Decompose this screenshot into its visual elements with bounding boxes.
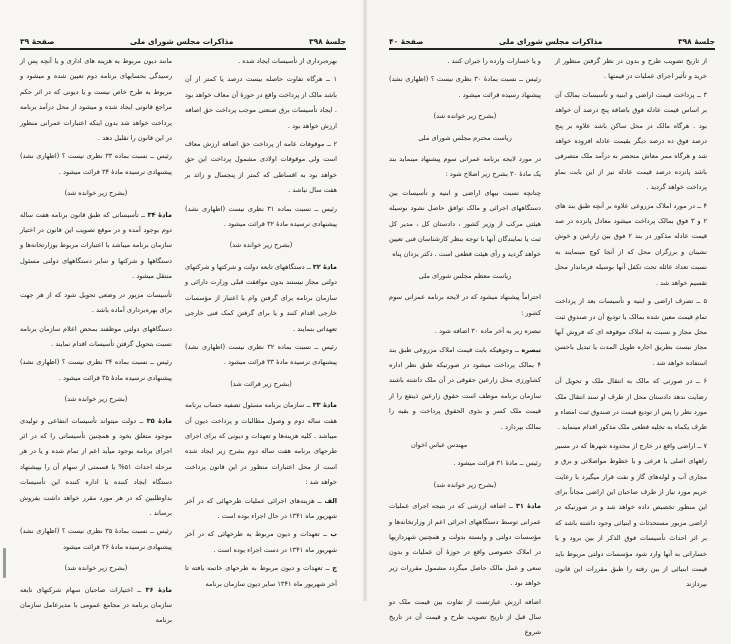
paragraph xyxy=(185,494,337,525)
signature xyxy=(411,438,541,453)
paragraph-text: ــ تعهدات و دیون مربوط به طرحهائی که در آخر شهریور ماه ۱۳۴۱ در دست اجراء بوده است . xyxy=(185,530,337,554)
paragraph-text: ریاست معظم مجلس شورای ملی xyxy=(418,271,512,280)
paragraph xyxy=(185,137,337,199)
paragraph-text: ــ تعهدات و دیون مربوط به طرحهای خاتمه یافته تا آخر شهریور ماه ۱۳۴۱ سایر دیون سازمان برنامه xyxy=(185,564,337,588)
paragraph xyxy=(389,595,541,641)
paragraph-text: ــ تأسیساتی که طبق قانون برنامه هفت ساله دوم بوجود آمده و در موقع تصویب این قانون در اختیار سازمان برنامه میباشد با اعتبارات مربوط بوزارتخانه‌ها و دستگاهها و شرکتها و سایر دستگاههای دولتی مسئول منتقل میشود . xyxy=(20,210,172,281)
paragraph xyxy=(389,456,541,471)
section-note xyxy=(185,377,337,392)
paragraph-text: رئیس ــ نسبت بمادهٔ ۳۵ نظری نیست ؟ (اظهاری نشد) پیشنهادی نرسیده مادهٔ ۳۶ قرائت میشود xyxy=(20,527,172,551)
paragraph-text: ــ وجوهیکه بابت قیمت املاک مزروعی طبق بند ۴ بمالک پرداخت میشود در صورتیکه طبق نظر اداره کشاورزی محل زارعین حقوقی در آن ملک داشته باشند سازمان برنامه موظف است حقوق زارعین ذینفع را از قیمت ملک کسر و بذوی الحقوق پرداخت و بقیه را بمالک بپردازد . xyxy=(389,345,541,431)
paragraph xyxy=(555,88,707,196)
paragraph-text: (بشرح زیر خوانده شد) xyxy=(64,564,128,573)
paragraph-text: از تاریخ تصویب طرح و بدون در نظر گرفتن منظور از خرید و تأثیر اجرای عملیات در قیمتها . xyxy=(555,57,707,81)
page-header xyxy=(389,32,715,46)
publication-title: مذاکرات مجلس شورای ملی xyxy=(499,37,603,46)
page-header xyxy=(20,32,346,46)
paragraph xyxy=(20,208,172,285)
article-label: ب xyxy=(330,530,337,539)
paragraph-text: رئیس ــ نسبت بماده ۳۴ نظری نیست ؟ (اظهاری نشد) پیشنهادی نرسیده مادهٔ ۳۵ قرائت میشود . xyxy=(20,358,172,382)
paragraph-text: رئیس ــ مادهٔ ۳۱ قرائت میشود . xyxy=(453,459,541,468)
paragraph-text: ــ هزینه‌های اجرائی عملیات طرحهائی که در آخر شهریور ماه ۱۳۴۱ در حال اجراء بوده است . xyxy=(185,496,337,520)
paragraph xyxy=(555,199,707,291)
page-39 xyxy=(0,0,365,625)
paragraph xyxy=(185,340,337,371)
page-number: صفحهٔ ۴۰ xyxy=(389,37,424,46)
paragraph xyxy=(389,290,541,321)
paragraph xyxy=(20,524,172,555)
paragraph xyxy=(185,54,337,69)
paragraph-text: ــ اختیارات صاحبان سهام شرکتهای تابعه سازمان برنامه در مجامع عمومی با مدیرعامل سازمان برنامه xyxy=(20,585,172,625)
column-right xyxy=(185,54,337,595)
paragraph-text: و یا خسارات وارده را جبران کنند . xyxy=(447,57,541,65)
column-left xyxy=(389,54,541,644)
paragraph-text: (بشرح زیر قرائت شد) xyxy=(230,379,292,388)
paragraph xyxy=(555,439,707,593)
paragraph xyxy=(185,527,337,558)
session-number: جلسهٔ ۳۹۸ xyxy=(309,37,346,46)
paragraph-text: ــ سازمان برنامه مسئول تصفیه حساب برنامه هفت ساله دوم و وصول مطالبات و پرداخت دیون آن میباشد . کلیه هزینه‌ها و تعهدات و دیونی که برای اجرای طرحهای برنامه هفت ساله دوم بشرح زیر ایجاد شده است از محل اعتبارات منظور در این قانون پرداخت خواهد شد : xyxy=(185,401,337,487)
paragraph-text: (بشرح زیر خوانده شد) xyxy=(229,241,293,250)
paragraph-text: چنانچه نسبت ببهای اراضی و ابنیه و تأسیسات بین دستگاههای اجرائی و مالک توافق حاصل نشود بوسیله هیئتی مرکب از وزیر کشور ، دادستان کل ، مدیر کل ثبت یا نمایندگان آنها با توجه بنظر کارشناسان فنی تعیین خواهد گردید و رأی هیئت قطعی است . دکتر یزدان پناه xyxy=(389,188,541,259)
paragraph-text: مانند دیون مربوط به هزینه های اداری و یا آنچه پس از رسیدگی بحسابهای برنامه دوم تعیین شده و میشود و مربوط به طرح خاص نیست و یا دیونی که در اثر حکم مراجع قانونی ایجاد شده و میشود از محل درآمد برنامه پرداخت خواهد شد بدون اینکه اعتبارات عمرانی منظور در این قانون را تقلیل دهد . xyxy=(20,57,172,143)
paragraph-text: ۲ ــ موقوفات عامه از پرداخت حق اضافه ارزش معاف است ولی موقوفات اولادی مشمول پرداخت این حق خواهد بود به اقساطی که کمتر از پنجسال و زائد بر هفت سال نباشد . xyxy=(185,140,337,195)
paragraph-text: رئیس ــ نسبت بماده ۳۱ نظری نیست (اظهاری نشد) پیشنهادی نرسیده مادهٔ ۳۲ قرائت میشود . xyxy=(185,204,337,229)
book-gutter xyxy=(363,0,367,601)
paragraph xyxy=(20,288,172,319)
article-label: مادهٔ ۳۳ xyxy=(312,401,337,410)
article-label: مادهٔ ۳۴ xyxy=(147,210,172,219)
paragraph xyxy=(185,561,337,592)
paragraph-text: (بشرح زیر خوانده شد) xyxy=(64,189,128,198)
paragraph-text: تأسیسات مزبور در وضعی تحویل شود که از هر جهت برای بهره‌برداری آماده باشد . xyxy=(20,290,172,315)
paragraph-text: رئیس ــ نسبت بماده ۳۳ نظری نیست ؟ (اظهاری نشد) پیشنهادی نرسیده مادهٔ ۳۴ قرائت میشود . xyxy=(20,152,172,176)
paragraph xyxy=(389,499,541,591)
scan-artifact xyxy=(3,548,6,578)
paragraph-text: ۵ ــ تصرف اراضی و ابنیه و تأسیسات بعد از پرداخت تمام قیمت معین شده بمالک یا تودیع آن در صندوق ثبت محل مجاز و نسبت به املاک موقوفه ای که فروش آنها مجاز نیست بطریق اجاره طویل المدت یا تبدیل باحسن استفاده خواهد شد . xyxy=(555,297,707,367)
section-note xyxy=(389,131,541,146)
paragraph-text: ــ دولت میتواند تأسیسات انتفاعی و تولیدی موجود متعلق بخود و همچنین تأسیساتی را که در اثر اجرای برنامه بوجود میآید اعم از تمام شده و یا در هر مرحله احداث ۵۱% یا قسمتی از سهام آن را بپیشنهاد دستگاه ایجاد کننده یا اداره کننده این تأسیسات بداوطلبین که در هر مورد مقرر خواهد داشت بفروش برساند . xyxy=(20,416,172,517)
publication-title: مذاکرات مجلس شورای ملی xyxy=(130,37,234,46)
paragraph-text: ۳ ــ پرداخت قیمت اراضی و ابنیه و تأسیسات بمالک آن بر اساس قیمت عادله فوق باضافه پنج درصد آن خواهد بود . هرگاه مالک در محل ساکن باشد علاوه بر پنج درصد فوق ده درصد دیگر بقیمت عادله افزوده خواهد شد و هرگاه ممر معاش منحصر به درآمد ملک متصرفی باشد پانزده درصد قیمت عادله نیز از این بابت بماو پرداخت خواهد گردید . xyxy=(555,90,707,192)
paragraph-text: ۷ ــ اراضی واقع در خارج از محدوده شهرها که در مسیر راههای اصلی یا فرعی و یا خطوط مواصلاتی و برق و مجاری آب و لوله‌های گاز و نفت قرار میگیرد با رعایت حریم مورد نیاز از طرف صاحبان این اراضی مجاناً برای این منظور تخصیص داده خواهد شد و در صورتیکه در اراضی مزبور مستحدثات و ابنیائی وجود داشته باشد که بر اثر احداث تأسیسات فوق الذکر از بین برود و یا خساراتی به آنها وارد شود مؤسسات دولتی مربوط باید قیمت ابنیائی از بین رفته را طبق مقررات این قانون بپردازند xyxy=(555,441,707,589)
section-note xyxy=(20,561,172,576)
paragraph xyxy=(555,374,707,436)
paragraph xyxy=(555,294,707,371)
paragraph xyxy=(20,583,172,629)
paragraph-text: ۱ ــ هرگاه تفاوت حاصله بیست درصد یا کمتر از آن باشد مالک از پرداخت واقع در حوزهٔ آن معاف خواهد بود . ایجاد تأسیسات برق صنعتی موجب پرداخت حق اضافه ارزش خواهد بود . xyxy=(185,75,337,130)
paragraph xyxy=(185,398,337,490)
column-right xyxy=(555,54,707,596)
article-label: ج xyxy=(332,564,337,573)
paragraph xyxy=(389,186,541,263)
paragraph-text: ریاست محترم مجلس شورای ملی xyxy=(418,133,512,142)
paragraph xyxy=(555,54,707,85)
paragraph-text: تبصره زیر به آخر ماده ۳۰ اضافه شود . xyxy=(434,327,541,336)
article-label: مادهٔ ۳۵ xyxy=(146,416,172,425)
paragraph-text: اضافه ارزش عبارتست از تفاوت بین قیمت ملک دو سال قبل از تاریخ تصویب طرح و قیمت آن در تاریخ شروع xyxy=(389,597,541,637)
paragraph xyxy=(185,202,337,233)
section-note xyxy=(20,392,172,407)
paragraph xyxy=(185,260,337,337)
section-note xyxy=(389,269,541,284)
article-label: مادهٔ ۳۲ xyxy=(312,262,337,271)
paragraph xyxy=(389,152,541,183)
header-rule xyxy=(389,48,715,50)
paragraph-text: ــ اضافه ارزشی که در نتیجه اجرای عملیات عمرانی توسط دستگاههای اجرائی اعم از وزارتخانه‌ها و مؤسسات دولتی و وابسته بدولت و همچنین شهرداریها در املاک خصوصی واقع در حوزهٔ آن عملیات و بدون سعی و عمل مالک حاصل میگردد مشمول مقررات زیر خواهد بود . xyxy=(389,502,541,588)
paragraph xyxy=(389,72,541,103)
paragraph xyxy=(389,54,541,69)
paragraph-text: در مورد لایحه برنامه عمرانی سوم پیشنهاد مینماید بند یک مادهٔ ۳۰ بشرح زیر اصلاح شود : xyxy=(389,155,541,179)
paragraph xyxy=(389,324,541,339)
column-left xyxy=(20,54,172,632)
paragraph-text: دستگاههای دولتی موظفند بمحض اعلام سازمان برنامه نسبت بتحویل گرفتن تأسیسات اقدام نمایند . xyxy=(20,324,172,348)
paragraph xyxy=(20,355,172,386)
section-note xyxy=(185,238,337,253)
article-label: تبصره xyxy=(521,345,541,354)
section-note xyxy=(389,109,541,124)
section-note xyxy=(20,186,172,201)
section-note xyxy=(389,478,541,493)
session-number: جلسهٔ ۳۹۸ xyxy=(678,37,715,46)
paragraph-text: مهندس عباس اخوان xyxy=(411,440,468,449)
article-label: الف xyxy=(324,496,337,505)
article-label: مادهٔ ۳۱ xyxy=(515,502,541,511)
paragraph-text: رئیس ــ نسبت بماده ۳۲ نظری نیست (اظهاری نشد) پیشنهادی نرسیده مادهٔ ۳۳ قرائت میشود . xyxy=(185,342,337,367)
paragraph xyxy=(389,343,541,435)
paragraph-text: احتراماً پیشنهاد میشود که در لایحه برنامه عمرانی سوم کشور : xyxy=(389,293,541,317)
paragraph-text: (بشرح زیر خوانده شد) xyxy=(433,112,497,121)
paragraph-text: ــ دستگاههای تابعه دولت و شرکتها و شرکتهای دولتی مجاز نیستند بدون موافقت قبلی وزارت دارائی و سازمان برنامه برای گرفتن وام یا اعتبار از مؤسسات خارجی اقدام کنند و یا برای گرفتن کمک فنی خارجی تعهداتی بنمایند . xyxy=(185,262,337,333)
paragraph xyxy=(20,322,172,353)
paragraph-text: (بشرح زیر خوانده شد) xyxy=(433,480,497,489)
paragraph-text: ۶ ــ در صورتی که مالک به انتقال ملک و تحویل آن رضایت ندهد دادستان محل از طرف او سند انتقال ملک مورد نظر را پس از تودیع قیمت در صندوق ثبت امضاء و ظرف یکماه به تخلیه قطعی ملک مذکور اقدام مینماید . xyxy=(555,377,707,432)
page-40 xyxy=(365,0,731,637)
paragraph xyxy=(20,414,172,522)
paragraph xyxy=(20,54,172,146)
paragraph-text: بهره‌برداری از تأسیسات ایجاد شده . xyxy=(238,57,337,65)
paragraph-text: رئیس ــ نسبت بمادهٔ ۳۰ نظری نیست ؟ (اظهاری نشد) پیشنهاد رسیده قرائت میشود . xyxy=(389,75,541,99)
article-label: مادهٔ ۳۶ xyxy=(145,585,173,594)
paragraph-text: ۴ ــ در مورد املاک مزروعی علاوه بر آنچه طبق بند های ۲ و ۳ فوق بمالک پرداخت میشود معادل پانزده در صد قیمت عادله مذکور در بند ۲ فوق بین زارعین و خوش نشینان و برزگران محل که از آنجا کوچ مینمایند به نسبت تعداد عائله تحت تکفل آنها بوسیله فرماندار محل تقسیم خواهد شد . xyxy=(555,201,707,287)
header-rule xyxy=(20,48,346,50)
page-number: صفحهٔ ۳۹ xyxy=(20,37,55,46)
paragraph xyxy=(185,72,337,134)
paragraph-text: (بشرح زیر خوانده شد) xyxy=(64,395,128,404)
paragraph xyxy=(20,149,172,180)
